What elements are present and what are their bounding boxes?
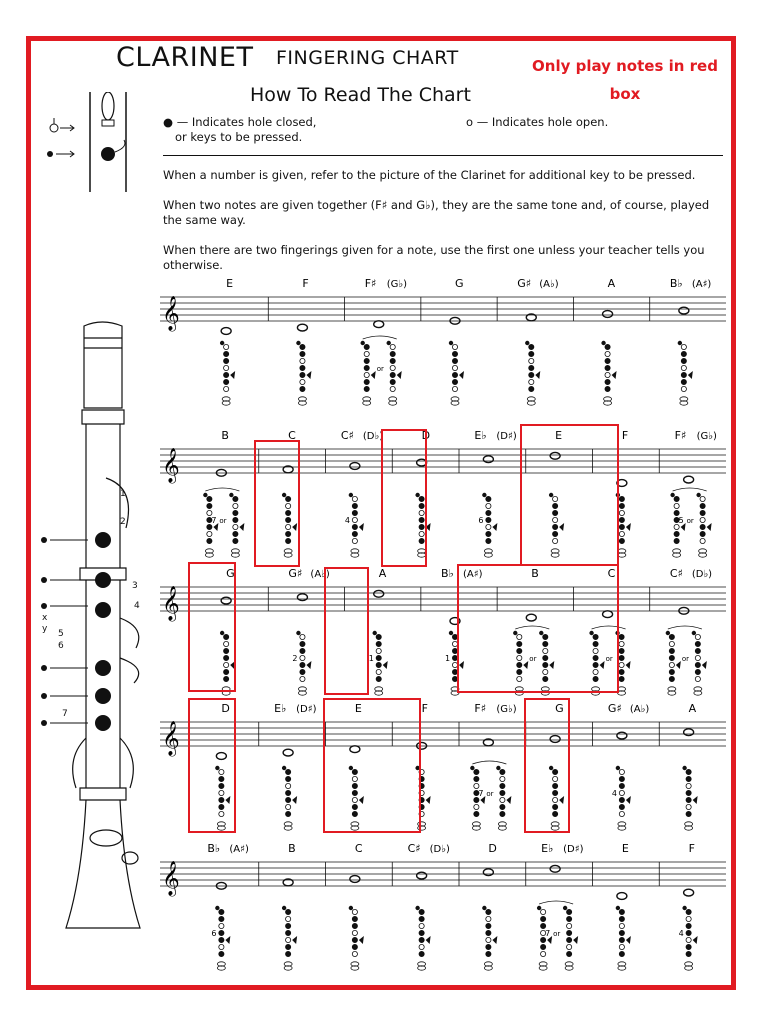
note-column xyxy=(421,567,483,695)
note-column xyxy=(259,429,297,557)
note-name: A xyxy=(688,702,697,715)
note-head xyxy=(550,452,560,459)
note-column xyxy=(659,429,717,557)
note-name: E xyxy=(621,842,629,855)
note-name: G♯ xyxy=(607,702,622,715)
note-column xyxy=(259,702,317,830)
note-name: G xyxy=(455,277,464,290)
legend-open xyxy=(466,115,608,129)
note-alt-name: (G♭) xyxy=(496,704,517,715)
note-column xyxy=(573,567,630,695)
note-column xyxy=(220,567,235,695)
note-name: D xyxy=(221,702,230,715)
note-alt-name: (A♯) xyxy=(691,279,712,290)
note-name: F xyxy=(688,842,695,855)
instruction-3: When there are two fingerings given for a note, use the first one unless your teacher tells you otherwise. xyxy=(163,243,705,272)
note-name: C xyxy=(288,429,296,442)
note-name: E♭ xyxy=(474,429,487,442)
note-name: E xyxy=(226,277,234,290)
note-column xyxy=(659,842,697,970)
legend-closed xyxy=(163,115,316,145)
note-head xyxy=(603,611,613,618)
note-name: B xyxy=(288,842,296,855)
note-head xyxy=(417,459,427,466)
legend-open-text: — Indicates hole open. xyxy=(476,115,609,129)
treble-clef-icon: 𝄞 xyxy=(162,296,180,331)
key-number-label: 4 xyxy=(344,516,350,525)
staff-row xyxy=(160,277,726,405)
or-label: or xyxy=(376,365,384,373)
note-name: G xyxy=(555,702,564,715)
key-number-2: 2 xyxy=(120,517,126,527)
note-alt-name: (D♯) xyxy=(496,431,517,442)
note-name: D xyxy=(421,429,431,442)
note-head xyxy=(450,618,460,625)
note-name: C♯ xyxy=(407,842,421,855)
note-alt-name: (G♭) xyxy=(386,279,407,290)
treble-clef-icon: 𝄞 xyxy=(162,448,180,483)
note-name: B xyxy=(221,429,229,442)
note-head xyxy=(417,872,427,879)
note-column xyxy=(326,702,364,830)
key-number-5: 5 xyxy=(58,629,64,639)
note-alt-name: (D♯) xyxy=(563,844,584,855)
note-name: C xyxy=(354,842,363,855)
notice-red-box: Only play notes in red box xyxy=(532,57,718,103)
key-number-label: 4 xyxy=(678,929,684,938)
title-fingering-chart: FINGERING CHART xyxy=(276,47,459,69)
note-head xyxy=(550,865,560,872)
note-name: B♭ xyxy=(669,277,683,290)
note-column xyxy=(326,842,364,970)
note-head xyxy=(350,876,360,883)
note-name: E xyxy=(354,702,362,715)
note-column xyxy=(392,429,430,557)
note-head xyxy=(350,463,360,470)
note-name: A xyxy=(607,277,616,290)
note-column xyxy=(392,702,430,830)
note-name: E♭ xyxy=(541,842,554,855)
note-column xyxy=(650,277,712,405)
note-alt-name: (A♭) xyxy=(310,569,330,580)
note-column xyxy=(326,429,384,557)
note-column xyxy=(573,277,616,405)
note-name: C xyxy=(607,567,616,580)
note-alt-name: (G♭) xyxy=(696,431,717,442)
note-name: F xyxy=(421,702,428,715)
note-head xyxy=(216,753,226,760)
note-head xyxy=(297,324,307,331)
how-to-read-heading: How To Read The Chart xyxy=(250,84,471,106)
or-label: or xyxy=(529,655,537,663)
key-number-label: 6 xyxy=(211,929,217,938)
key-number-label: 6 xyxy=(478,516,484,525)
legend-closed-text-2: or keys to be pressed. xyxy=(175,130,303,144)
key-number-label: 1 xyxy=(445,654,451,663)
note-column xyxy=(526,702,564,830)
key-number-1: 1 xyxy=(120,489,126,499)
key-number-3: 3 xyxy=(132,581,138,591)
note-name: B♭ xyxy=(207,842,221,855)
note-column xyxy=(268,567,330,695)
note-name: G♯ xyxy=(288,567,303,580)
or-label: or xyxy=(486,790,494,798)
treble-clef-icon: 𝄞 xyxy=(162,586,180,621)
note-column xyxy=(345,277,408,405)
note-column xyxy=(593,702,650,830)
note-column xyxy=(203,429,244,557)
note-name: F xyxy=(302,277,309,290)
note-column xyxy=(392,842,450,970)
note-name: B xyxy=(531,567,539,580)
mouthpiece-illustration-icon xyxy=(40,92,150,192)
key-number-label: 2 xyxy=(292,654,298,663)
note-column xyxy=(659,702,697,830)
note-column xyxy=(345,567,388,695)
closed-dot-icon: ● xyxy=(163,115,174,129)
title-clarinet: CLARINET xyxy=(116,42,254,73)
key-letter-y: y xyxy=(42,624,48,634)
note-name: B♭ xyxy=(441,567,454,580)
note-name: A xyxy=(378,567,387,580)
note-head xyxy=(679,307,689,314)
note-head xyxy=(617,480,627,487)
note-head xyxy=(297,594,307,601)
note-alt-name: (D♭) xyxy=(429,844,450,855)
key-number-7: 7 xyxy=(62,709,68,719)
note-head xyxy=(684,729,694,736)
note-head xyxy=(684,476,694,483)
note-alt-name: (D♭) xyxy=(691,569,713,580)
clarinet-illustration-icon xyxy=(36,318,156,948)
note-name: F♯ xyxy=(474,702,487,715)
key-number-6: 6 xyxy=(58,641,64,651)
key-letter-x: x xyxy=(42,613,48,623)
note-column xyxy=(593,429,631,557)
note-column xyxy=(268,277,311,405)
note-head xyxy=(221,597,231,604)
note-column xyxy=(459,842,497,970)
staff-row xyxy=(160,429,726,557)
key-number-label: 7 xyxy=(478,789,484,798)
note-alt-name: (D♭) xyxy=(362,431,384,442)
treble-clef-icon: 𝄞 xyxy=(162,721,180,756)
note-column xyxy=(215,702,230,830)
note-head xyxy=(283,749,293,756)
note-head xyxy=(374,590,384,597)
open-circle-icon: o xyxy=(466,115,474,129)
note-name: F♯ xyxy=(364,277,377,290)
note-column xyxy=(526,429,564,557)
fingering-chart xyxy=(160,275,726,985)
note-head xyxy=(526,614,536,621)
note-alt-name: (A♯) xyxy=(463,569,483,580)
note-column xyxy=(497,277,559,405)
note-head xyxy=(684,889,694,896)
or-label: or xyxy=(219,517,227,525)
note-head xyxy=(221,328,231,335)
note-name: C♯ xyxy=(669,567,683,580)
note-column xyxy=(459,429,517,557)
note-name: G xyxy=(226,567,235,580)
note-column xyxy=(220,277,235,405)
staff-row xyxy=(160,567,726,695)
divider xyxy=(163,155,723,156)
or-label: or xyxy=(553,930,561,938)
treble-clef-icon: 𝄞 xyxy=(162,861,180,896)
note-head xyxy=(483,869,493,876)
key-number-label: 7 xyxy=(211,516,217,525)
note-alt-name: (A♭) xyxy=(629,704,650,715)
note-column xyxy=(459,702,517,830)
instruction-1: When a number is given, refer to the picture of the Clarinet for additional key to be pressed. xyxy=(163,168,696,182)
note-head xyxy=(550,736,560,743)
key-number-label: 5 xyxy=(678,516,684,525)
key-number-label: 1 xyxy=(368,654,374,663)
note-name: F xyxy=(621,429,629,442)
note-head xyxy=(483,456,493,463)
note-column xyxy=(526,842,584,970)
note-column xyxy=(207,842,249,970)
note-head xyxy=(374,321,384,328)
note-alt-name: (A♭) xyxy=(539,279,559,290)
note-column xyxy=(650,567,712,695)
instruction-2: When two notes are given together (F♯ and G♭), they are the same tone and, of course, played the same way. xyxy=(163,198,710,227)
key-number-4: 4 xyxy=(134,601,140,611)
or-label: or xyxy=(686,517,694,525)
or-label: or xyxy=(605,655,613,663)
note-name: F♯ xyxy=(674,429,687,442)
note-column xyxy=(421,277,464,405)
note-alt-name: (D♯) xyxy=(296,704,317,715)
note-name: E♭ xyxy=(274,702,287,715)
note-head xyxy=(617,893,627,900)
note-head xyxy=(617,732,627,739)
note-name: E xyxy=(555,429,563,442)
note-name: D xyxy=(488,842,497,855)
note-head xyxy=(603,311,613,318)
note-alt-name: (A♯) xyxy=(229,844,249,855)
legend-closed-text: — Indicates hole closed, xyxy=(176,115,317,129)
note-name: C♯ xyxy=(340,429,354,442)
note-column xyxy=(497,567,554,695)
staff-row xyxy=(160,842,726,970)
note-column xyxy=(593,842,631,970)
staff-row xyxy=(160,702,726,830)
note-head xyxy=(350,746,360,753)
note-column xyxy=(259,842,297,970)
key-number-label: 4 xyxy=(611,789,617,798)
note-name: G♯ xyxy=(517,277,532,290)
key-number-label: 7 xyxy=(545,929,551,938)
or-label: or xyxy=(681,655,690,663)
